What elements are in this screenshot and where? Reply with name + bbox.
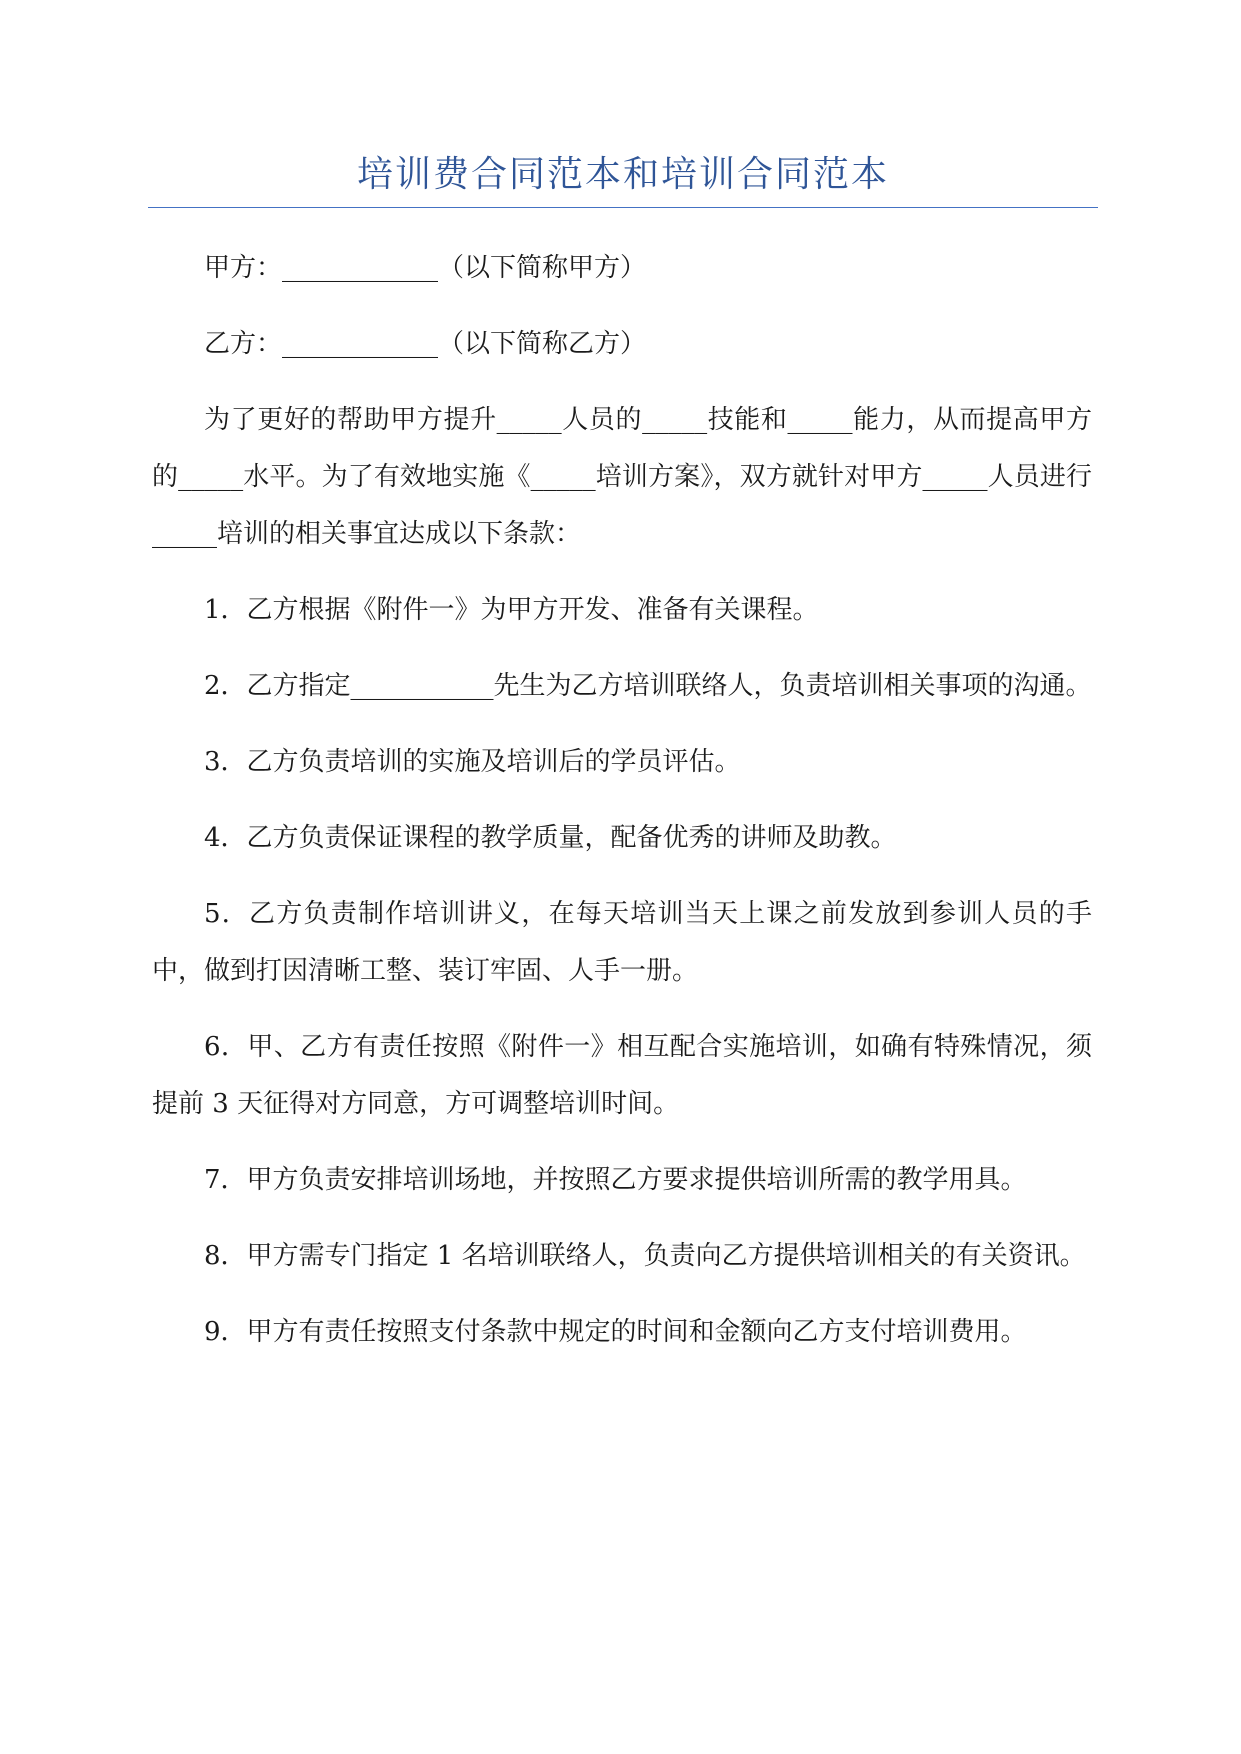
clause-3: 3．乙方负责培训的实施及培训后的学员评估。: [204, 747, 741, 777]
title-divider: [148, 207, 1098, 208]
clause-8: 8．甲方需专门指定 1 名培训联络人，负责向乙方提供培训相关的有关资讯。: [204, 1241, 1086, 1271]
clause-5: 5．乙方负责制作培训讲义，在每天培训当天上课之前发放到参训人员的手中，做到打因清晰工整、装订牢固、人手一册。: [152, 899, 1092, 986]
clause-6: 6．甲、乙方有责任按照《附件一》相互配合实施培训，如确有特殊情况，须提前 3 天征得对方同意，方可调整培训时间。: [152, 1032, 1092, 1119]
clause-9: 9．甲方有责任按照支付条款中规定的时间和金额向乙方支付培训费用。: [204, 1317, 1027, 1347]
party-b-line: 乙方：____________（以下简称乙方）: [204, 329, 647, 359]
clause-7: 7．甲方负责安排培训场地，并按照乙方要求提供培训所需的教学用具。: [204, 1165, 1027, 1195]
clause-1: 1．乙方根据《附件一》为甲方开发、准备有关课程。: [204, 595, 819, 625]
clause-2: 2．乙方指定___________先生为乙方培训联络人，负责培训相关事项的沟通。: [204, 671, 1092, 701]
document-body: [152, 240, 1092, 1380]
document-title: 培训费合同范本和培训合同范本: [356, 154, 889, 195]
clause-4: 4．乙方负责保证课程的教学质量，配备优秀的讲师及助教。: [204, 823, 897, 853]
party-a-line: 甲方：____________（以下简称甲方）: [204, 253, 647, 283]
preamble-paragraph: 为了更好的帮助甲方提升_____人员的_____技能和_____能力，从而提高甲方的_____水平。为了有效地实施《_____培训方案》，双方就针对甲方_____人员进行_____培训的相关事宜达成以下条款：: [152, 405, 1092, 549]
